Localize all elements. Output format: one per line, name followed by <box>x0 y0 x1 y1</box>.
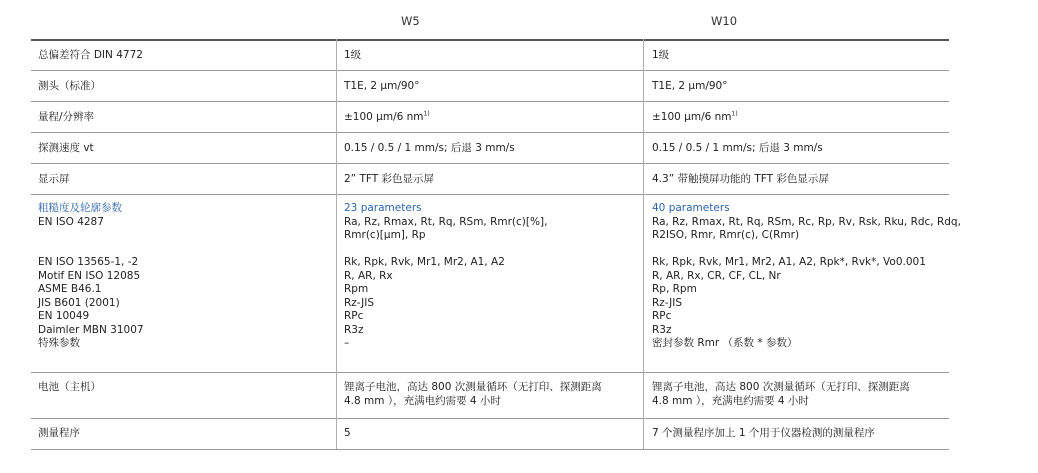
footnote-marker: 1) <box>423 110 430 118</box>
column-divider <box>336 39 337 449</box>
parameters-heading: 粗糙度及轮廓参数 <box>38 202 122 214</box>
parameter-line: Ra, Rz, Rmax, Rt, Rq, RSm, Rmr(c)[%], <box>344 215 548 228</box>
parameter-line: R, AR, Rx <box>344 269 393 282</box>
parameter-line: – <box>344 337 350 349</box>
standard-line: Daimler MBN 31007 <box>38 323 144 336</box>
w10-probe: T1E, 2 µm/90° <box>652 80 728 92</box>
parameter-line: R3z <box>344 323 364 336</box>
w5-battery <box>344 381 634 408</box>
standard-line: EN ISO 4287 <box>38 215 104 228</box>
row-label-battery: 电池（主机） <box>38 381 101 393</box>
parameter-line: Rmr(c)[µm], Rp <box>344 229 426 241</box>
row-label-speed: 探测速度 vt <box>38 142 94 154</box>
w10-display: 4.3” 带触摸屏功能的 TFT 彩色显示屏 <box>652 173 829 185</box>
w5-display: 2” TFT 彩色显示屏 <box>344 173 434 185</box>
w10-battery <box>652 381 948 408</box>
row-label-probe: 测头（标准） <box>38 80 101 92</box>
table-top-rule <box>31 39 949 41</box>
w10-parameter-list <box>652 215 961 351</box>
footnote-marker: 1) <box>731 110 738 118</box>
row-divider <box>31 372 949 373</box>
parameter-line: Rz-JIS <box>652 296 683 309</box>
row-divider <box>31 70 949 71</box>
parameter-line: RPc <box>344 310 364 322</box>
row-divider <box>31 101 949 102</box>
w10-parameters <box>652 202 961 351</box>
parameter-line: Rk, Rpk, Rvk, Mr1, Mr2, A1, A2, Rpk*, Rvk*, Vo0.001 <box>652 256 926 268</box>
parameter-line: R3z <box>652 323 672 336</box>
row-label-programs: 测量程序 <box>38 427 80 439</box>
w5-programs: 5 <box>344 427 351 439</box>
column-divider <box>643 39 644 449</box>
standard-line <box>38 243 328 257</box>
w10-range-value: ±100 µm/6 nm <box>652 111 732 123</box>
row-divider <box>31 132 949 133</box>
parameter-line: Rz-JIS <box>344 296 375 309</box>
parameter-line: 密封参数 Rmr （系数 * 参数） <box>652 337 798 349</box>
parameter-line: RPc <box>652 310 672 322</box>
battery-line: 4.8 mm ），充满电约需要 4 小时 <box>344 394 501 407</box>
parameter-line: R, AR, Rx, CR, CF, CL, Nr <box>652 269 781 282</box>
standard-line: Motif EN ISO 12085 <box>38 269 141 282</box>
w5-speed: 0.15 / 0.5 / 1 mm/s; 后退 3 mm/s <box>344 142 515 154</box>
w5-parameter-list <box>344 216 634 351</box>
w10-programs: 7 个测量程序加上 1 个用于仪器检测的测量程序 <box>652 427 875 439</box>
row-divider <box>31 418 949 419</box>
row-divider <box>31 163 949 164</box>
parameter-line: Rp, Rpm <box>652 283 697 295</box>
row-label-display: 显示屏 <box>38 173 70 185</box>
battery-line: 4.8 mm ），充满电约需要 4 小时 <box>652 394 809 407</box>
w5-range-value: ±100 µm/6 nm <box>344 111 424 123</box>
row-label-tolerance: 总偏差符合 DIN 4772 <box>38 49 143 61</box>
battery-line: 锂离子电池，高达 800 次测量循环（无打印、探测距离 <box>344 381 602 393</box>
w10-speed: 0.15 / 0.5 / 1 mm/s; 后退 3 mm/s <box>652 142 823 154</box>
parameter-line: Rk, Rpk, Rvk, Mr1, Mr2, A1, A2 <box>344 256 505 268</box>
w10-range <box>652 111 948 125</box>
standard-line: EN 10049 <box>38 310 90 322</box>
column-header-w5: W5 <box>401 14 420 28</box>
standard-line: JIS B601 (2001) <box>38 296 120 309</box>
parameter-line: Rpm <box>344 283 369 295</box>
column-header-w10: W10 <box>711 14 738 28</box>
w10-parameter-count: 40 parameters <box>652 202 730 214</box>
table-bottom-rule <box>31 449 949 450</box>
w5-probe: T1E, 2 µm/90° <box>344 80 420 92</box>
row-divider <box>31 194 949 195</box>
w5-parameters <box>344 202 634 351</box>
w5-parameter-count: 23 parameters <box>344 202 422 214</box>
row-label-range: 量程/分辨率 <box>38 111 95 123</box>
w10-tolerance: 1级 <box>652 49 670 61</box>
parameter-line: R2ISO, Rmr, Rmr(c), C(Rmr) <box>652 229 800 241</box>
parameter-line <box>652 243 948 257</box>
standards-list <box>38 216 328 351</box>
standard-line: ASME B46.1 <box>38 283 102 295</box>
battery-line: 锂离子电池，高达 800 次测量循环（无打印、探测距离 <box>652 381 910 393</box>
standard-line: EN ISO 13565-1, -2 <box>38 256 139 268</box>
standard-line: 特殊参数 <box>38 337 80 349</box>
w5-range <box>344 111 634 125</box>
parameter-line: Ra, Rz, Rmax, Rt, Rq, RSm, Rc, Rp, Rv, Rsk, Rku, Rdc, Rdq, <box>652 215 961 228</box>
row-label-parameters <box>38 202 328 351</box>
standard-line <box>38 229 328 243</box>
w5-tolerance: 1级 <box>344 49 362 61</box>
parameter-line <box>344 243 634 257</box>
